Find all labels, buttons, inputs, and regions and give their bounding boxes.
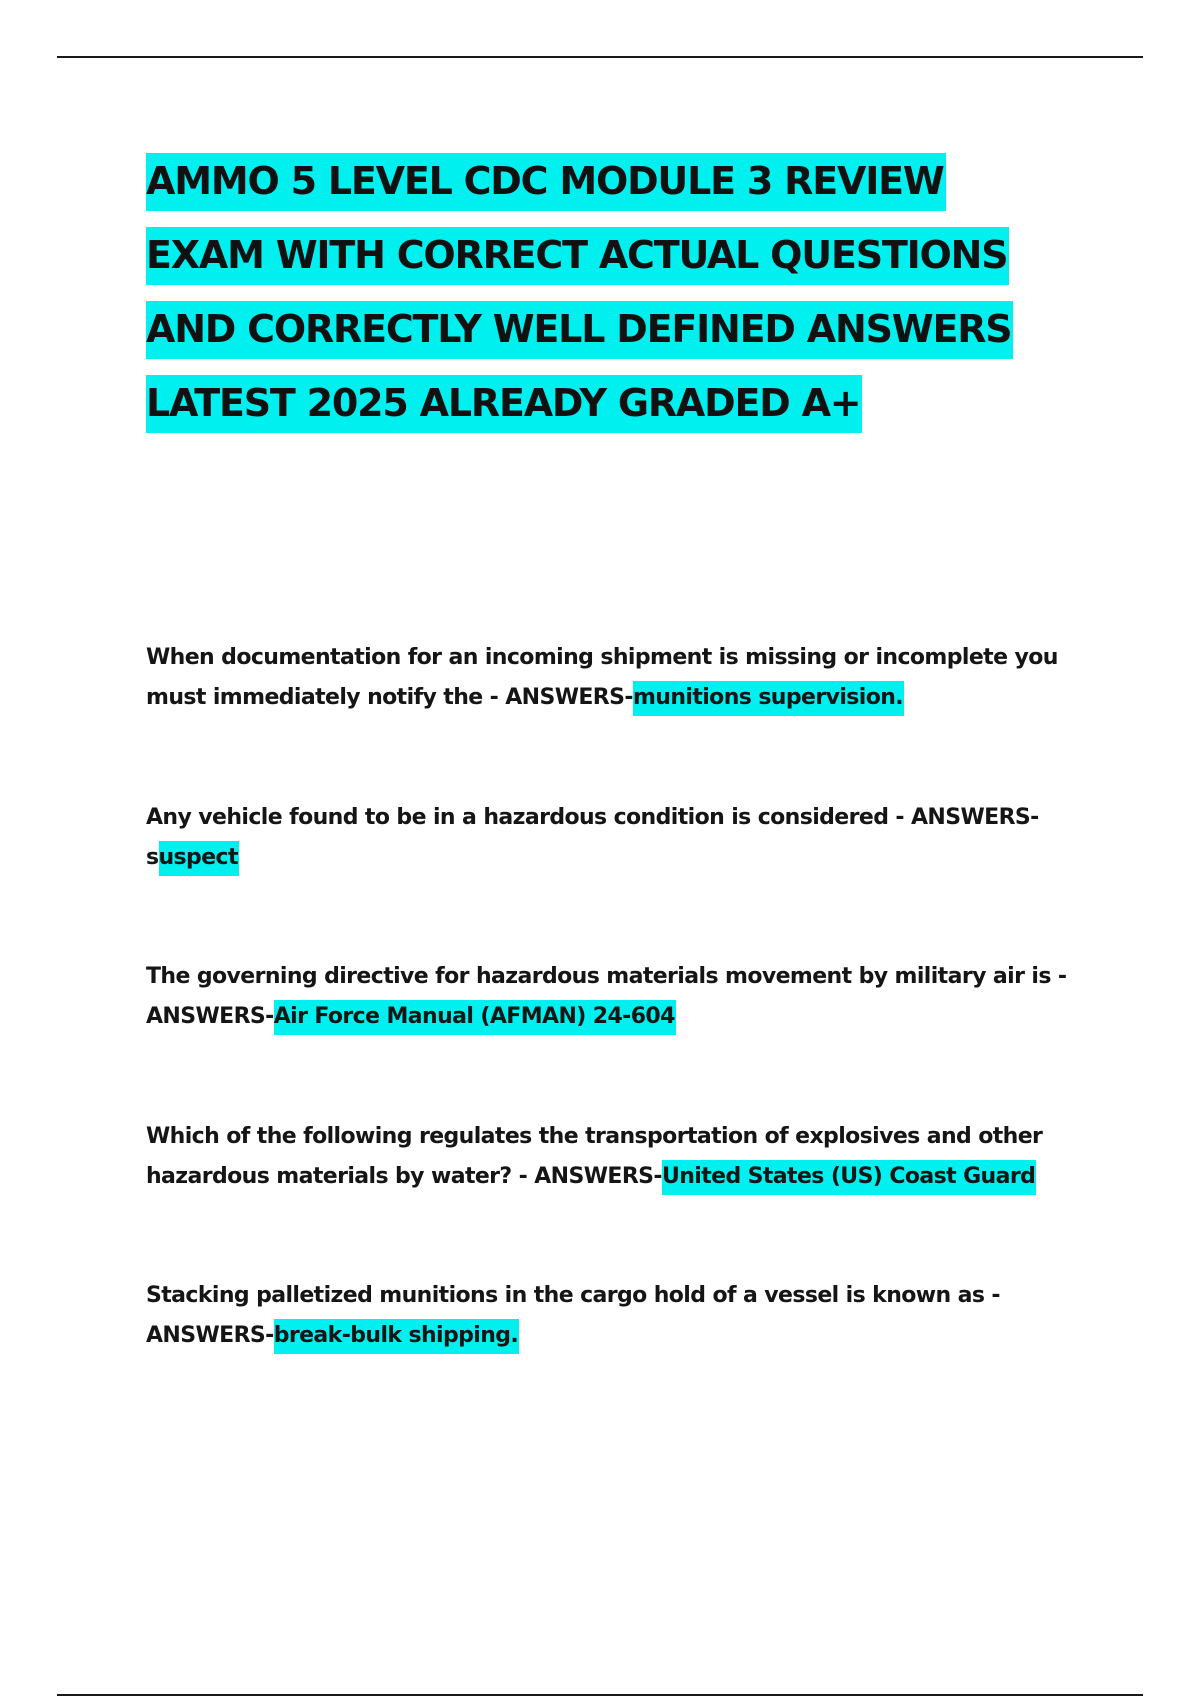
qa-item-2	[146, 798, 1106, 878]
question-text: Any vehicle found to be in a hazardous condition is considered - ANSWERS-s	[146, 805, 1039, 870]
qa-item-3	[146, 957, 1106, 1037]
answer-text: uspect	[159, 841, 239, 876]
bottom-rule	[57, 1694, 1143, 1696]
document-title	[146, 144, 1136, 440]
qa-item-1	[146, 638, 1106, 718]
question-text: Which of the following regulates the transportation of explosives and other hazardous materials by water? - ANSWERS-	[146, 1124, 1043, 1189]
title-line-4: LATEST 2025 ALREADY GRADED A+	[146, 375, 862, 433]
title-line-3: AND CORRECTLY WELL DEFINED ANSWERS	[146, 301, 1013, 359]
title-line-1: AMMO 5 LEVEL CDC MODULE 3 REVIEW	[146, 153, 946, 211]
question-text: The governing directive for hazardous materials movement by military air is - ANSWERS-	[146, 964, 1067, 1029]
answer-text: Air Force Manual (AFMAN) 24-604	[274, 1000, 676, 1035]
question-text: Stacking palletized munitions in the cargo hold of a vessel is known as - ANSWERS-	[146, 1283, 1000, 1348]
qa-item-4	[146, 1117, 1106, 1197]
answer-text: munitions supervision.	[633, 681, 904, 716]
title-line-2: EXAM WITH CORRECT ACTUAL QUESTIONS	[146, 227, 1009, 285]
answer-text: break-bulk shipping.	[274, 1319, 519, 1354]
answer-text: United States (US) Coast Guard	[662, 1160, 1036, 1195]
qa-item-5	[146, 1276, 1106, 1356]
top-rule	[57, 56, 1143, 58]
question-text: When documentation for an incoming shipment is missing or incomplete you must immediately notify the - ANSWERS-	[146, 645, 1058, 710]
